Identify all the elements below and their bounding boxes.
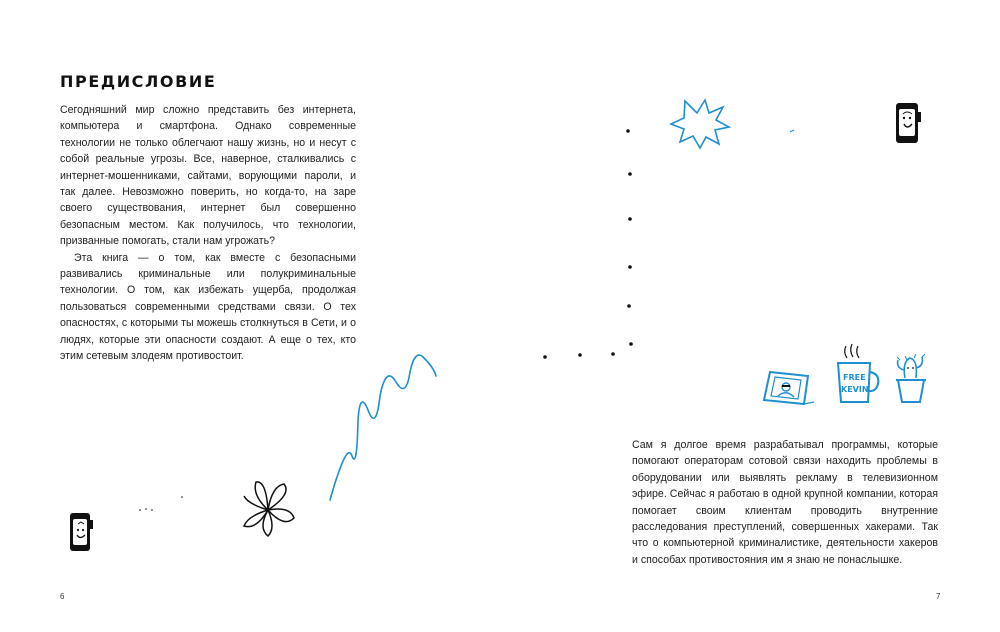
svg-text:FREE: FREE: [843, 373, 866, 382]
right-body-text: [632, 437, 938, 568]
left-body-text: [60, 102, 356, 365]
paragraph-3: Сам я долгое время разрабатывал программы, которые помогают операторам сотовой связи находить проблемы в оборудовании или выявлять рекламу в телевизионном эфире. Сейчас я работаю в одной крупной компании, которая помогает своим клиентам проводить внутренние расследования преступлений, совершенных хакерами. Так что о компьютерной криминалистике, деятельности хакеров и способах противостояния им я знаю не понаслышке.: [632, 439, 938, 566]
svg-text:KEVIN: KEVIN: [841, 385, 869, 394]
page-title: ПРЕДИСЛОВИЕ: [60, 72, 217, 91]
paragraph-2: Эта книга — о том, как вместе с безопасными развивались криминальные или полукриминальные технологии. О том, как избежать ущерба, продолжая пользоваться современными средствами связи. О тех опасностях, с которыми ты можешь столкнуться в Сети, и о людях, которые эти опасности создают. А еще о тех, кто этим сетевым злодеям противостоит.: [60, 251, 356, 363]
page-number-right: 7: [936, 592, 941, 601]
page-number-left: 6: [60, 592, 65, 601]
right-page: [500, 0, 1000, 632]
paragraph-1: Сегодняшний мир сложно представить без интернета, компьютера и смартфона. Однако современные технологии не только облегчают нашу жизнь, но и несут с собой реальные угрозы. Все, наверное, сталкивались с интернет-мошенниками, сайтами, ворующими пароли, и так далее. Невозможно поверить, но когда-то, на заре своего существования, интернет был совершенно безопасным местом. Как получилось, что технологии, призванные помогать, стали нам угрожать?: [60, 104, 356, 248]
